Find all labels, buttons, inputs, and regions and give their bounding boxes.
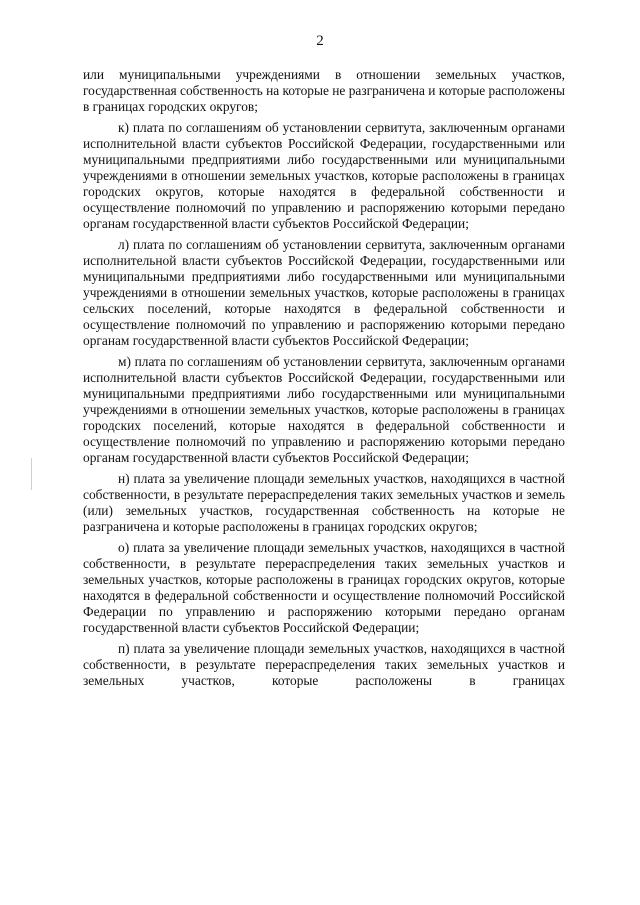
paragraph-p: п) плата за увеличение площади земельных участков, находящихся в частной собственности, в результате перераспределения таких земельных участков и земельных участков, которые расположены в границах (83, 641, 565, 688)
document-body (83, 67, 565, 689)
paragraph-m: м) плата по соглашениям об установлении сервитута, заключенным органами исполнительной власти субъектов Российской Федерации, государственными или муниципальными предприятиями либо государственными или муниципальными учреждениями в отношении земельных участков, которые расположены в границах городских поселений, которые находятся в федеральной собственности и осуществление полномочий по управлению и распоряжению которыми передано органам государственной власти субъектов Российской Федерации; (83, 354, 565, 465)
page-number: 2 (316, 33, 324, 49)
paragraph-o: о) плата за увеличение площади земельных участков, находящихся в частной собственности, в результате перераспределения таких земельных участков и земельных участков, которые расположены в границах городских округов, которые находятся в федеральной собственности и осуществление полномочий Российской Федерации по управлению и распоряжению которыми передано органам государственной власти субъектов Российской Федерации; (83, 540, 565, 635)
paragraph-n: н) плата за увеличение площади земельных участков, находящихся в частной собственности, в результате перераспределения таких земельных участков и земель (или) земельных участков, государственная собственность на которые не разграничена и которые расположены в границах городских округов; (83, 471, 565, 534)
paragraph-l: л) плата по соглашениям об установлении сервитута, заключенным органами исполнительной власти субъектов Российской Федерации, государственными или муниципальными предприятиями либо государственными или муниципальными учреждениями в отношении земельных участков, которые расположены в границах сельских поселений, которые находятся в федеральной собственности и осуществление полномочий по управлению и распоряжению которыми передано органам государственной власти субъектов Российской Федерации; (83, 237, 565, 348)
scan-margin-mark (31, 458, 32, 490)
paragraph-k: к) плата по соглашениям об установлении сервитута, заключенным органами исполнительной власти субъектов Российской Федерации, государственными или муниципальными предприятиями либо государственными или муниципальными учреждениями в отношении земельных участков, которые расположены в границах городских округов, которые находятся в федеральной собственности и осуществление полномочий по управлению и распоряжению которыми передано органам государственной власти субъектов Российской Федерации; (83, 120, 565, 231)
paragraph-continuation: или муниципальными учреждениями в отношении земельных участков, государственная собственность на которые не разграничена и которые расположены в границах городских округов; (83, 67, 565, 114)
